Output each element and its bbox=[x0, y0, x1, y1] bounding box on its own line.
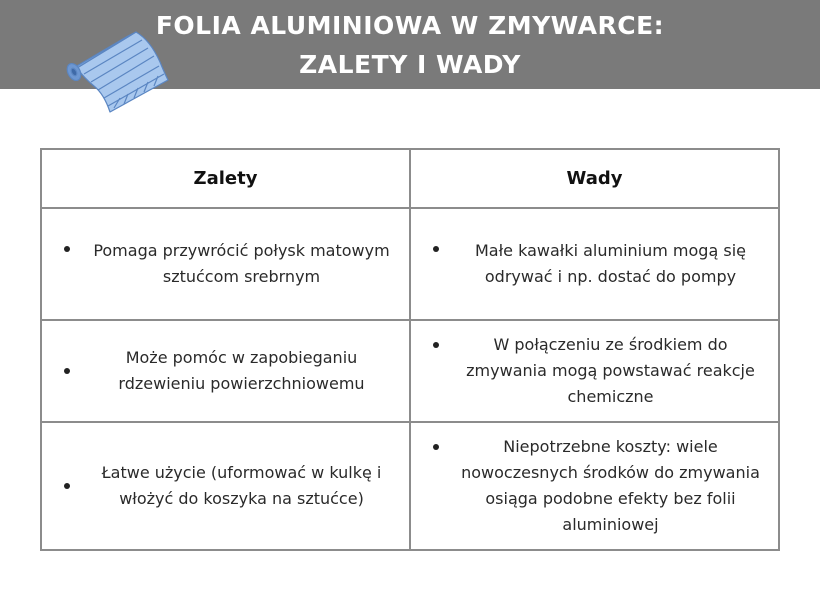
pros-text: Pomaga przywrócić połysk matowym sztućcom srebrnym bbox=[93, 241, 390, 286]
table-row bbox=[41, 208, 779, 320]
table-header-row bbox=[41, 149, 779, 208]
cons-cell bbox=[410, 208, 779, 320]
cons-cell bbox=[410, 422, 779, 550]
cons-column-header: Wady bbox=[410, 149, 779, 208]
pros-text: Łatwe użycie (uformować w kulkę i włożyć do koszyka na sztućce) bbox=[101, 463, 382, 508]
cons-text: Niepotrzebne koszty: wiele nowoczesnych środków do zmywania osiąga podobne efekty bez folii aluminiowej bbox=[461, 437, 760, 534]
pros-column-header: Zalety bbox=[41, 149, 410, 208]
bullet-icon bbox=[433, 342, 439, 348]
pros-cell bbox=[41, 208, 410, 320]
aluminum-foil-roll-icon bbox=[64, 24, 174, 116]
table-row bbox=[41, 422, 779, 550]
cons-text: W połączeniu ze środkiem do zmywania mogą powstawać reakcje chemiczne bbox=[466, 335, 755, 406]
pros-cons-table bbox=[40, 148, 780, 551]
bullet-icon bbox=[64, 368, 70, 374]
pros-cell bbox=[41, 422, 410, 550]
cons-cell bbox=[410, 320, 779, 422]
bullet-icon bbox=[433, 444, 439, 450]
bullet-icon bbox=[433, 246, 439, 252]
bullet-icon bbox=[64, 246, 70, 252]
title-line-1: FOLIA ALUMINIOWA W ZMYWARCE: bbox=[155, 11, 665, 40]
table-row bbox=[41, 320, 779, 422]
title-line-2: ZALETY I WADY bbox=[299, 50, 521, 79]
pros-cell bbox=[41, 320, 410, 422]
cons-text: Małe kawałki aluminium mogą się odrywać i np. dostać do pompy bbox=[475, 241, 746, 286]
bullet-icon bbox=[64, 483, 70, 489]
pros-text: Może pomóc w zapobieganiu rdzewieniu powierzchniowemu bbox=[118, 348, 365, 393]
